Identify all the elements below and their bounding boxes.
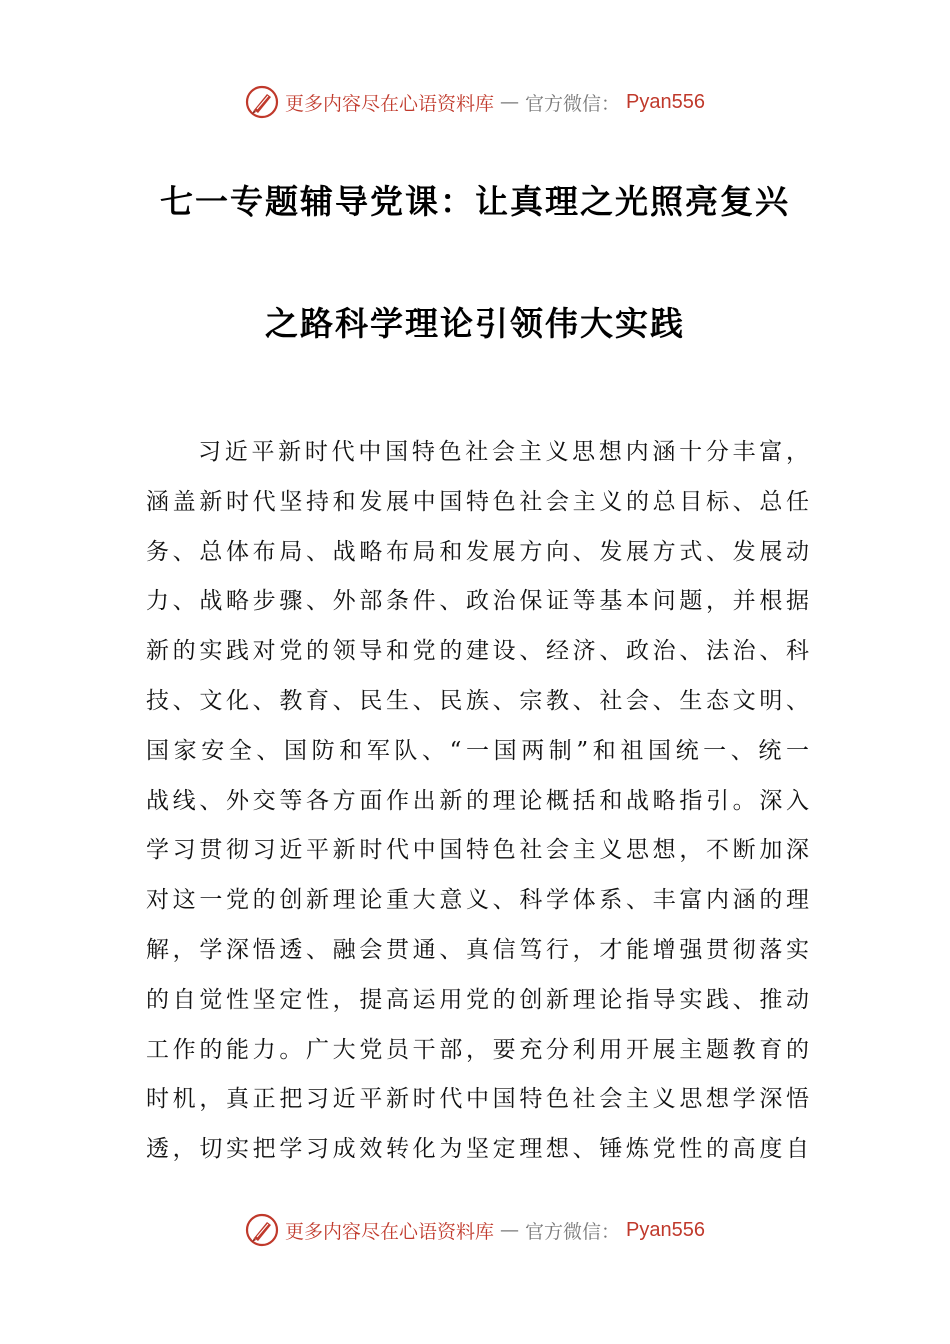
banner-wechat-label: 官方微信： (525, 1220, 621, 1243)
banner-wechat-label: 官方微信： (525, 92, 621, 115)
body-line: 工作的能力。广大党员干部，要充分利用开展主题教育的 (146, 1036, 812, 1063)
body-line: 国家安全、国防和军队、“一国两制”和祖国统一、统一 (146, 737, 812, 764)
body-line: 力、战略步骤、外部条件、政治保证等基本问题，并根据 (146, 588, 812, 615)
body-line: 时机，真正把习近平新时代中国特色社会主义思想学深悟 (146, 1086, 812, 1113)
pen-nib-logo-icon (245, 1213, 279, 1247)
banner-main-text: 更多内容尽在心语资料库 (285, 1220, 495, 1243)
header-watermark-banner (0, 82, 950, 122)
banner-wechat-id: Pyan556 (626, 90, 705, 113)
body-paragraph (146, 428, 812, 1175)
body-line: 习近平新时代中国特色社会主义思想内涵十分丰富， (198, 439, 812, 465)
banner-main-text: 更多内容尽在心语资料库 (285, 92, 495, 115)
banner-wechat-id: Pyan556 (626, 1218, 705, 1241)
body-line: 学习贯彻习近平新时代中国特色社会主义思想，不断加深 (146, 837, 812, 864)
body-line: 新的实践对党的领导和党的建设、经济、政治、法治、科 (146, 638, 812, 665)
body-line: 涵盖新时代坚持和发展中国特色社会主义的总目标、总任 (146, 488, 812, 515)
body-line: 的自觉性坚定性，提高运用党的创新理论指导实践、推动 (146, 986, 812, 1013)
banner-dash: — (500, 1219, 520, 1241)
body-line: 对这一党的创新理论重大意义、科学体系、丰富内涵的理 (146, 887, 812, 914)
pen-nib-logo-icon (245, 85, 279, 119)
footer-watermark-banner (0, 1210, 950, 1250)
body-line: 解，学深悟透、融会贯通、真信笃行，才能增强贯彻落实 (146, 936, 812, 963)
body-line: 透，切实把学习成效转化为坚定理想、锤炼党性的高度自 (146, 1136, 812, 1163)
document-title-line-2: 之路科学理论引领伟大实践 (265, 304, 685, 343)
document-title-line-1: 七一专题辅导党课：让真理之光照亮复兴 (160, 182, 790, 221)
body-line: 务、总体布局、战略布局和发展方向、发展方式、发展动 (146, 538, 812, 565)
body-line: 技、文化、教育、民生、民族、宗教、社会、生态文明、 (146, 687, 812, 714)
banner-dash: — (500, 91, 520, 113)
body-line: 战线、外交等各方面作出新的理论概括和战略指引。深入 (146, 787, 812, 814)
